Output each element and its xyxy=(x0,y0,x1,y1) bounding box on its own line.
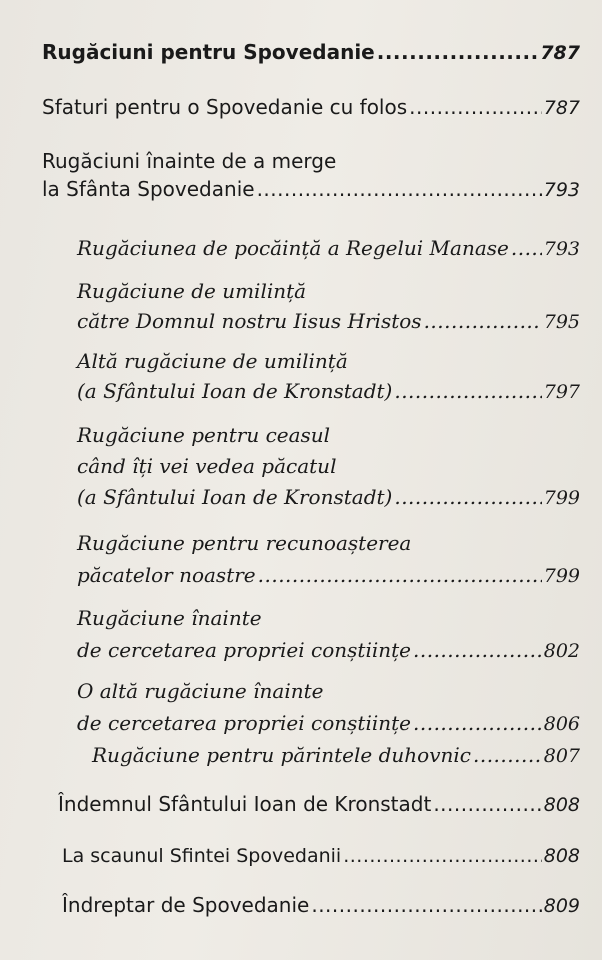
leader-dots xyxy=(394,482,541,513)
page-number: 808 xyxy=(543,845,580,867)
leader-dots xyxy=(413,707,542,739)
toc-entry-title-line: Rugăciune pentru recunoașterea xyxy=(77,531,412,555)
toc-entry-title: La scaunul Sfintei Spovedanii xyxy=(62,845,342,867)
toc-entry-title-line: O altă rugăciune înainte xyxy=(77,679,324,703)
toc-entry-heading xyxy=(42,40,580,64)
toc-entry xyxy=(58,792,580,816)
leader-dots xyxy=(409,95,542,119)
page-number: 808 xyxy=(543,794,580,816)
toc-entry-title-line: Rugăciuni înainte de a merge xyxy=(42,149,337,173)
toc-entry-title-line: Rugăciune de umilință xyxy=(77,279,307,303)
toc-entry-title-line: Rugăciune înainte xyxy=(77,606,262,630)
toc-entry-title: (a Sfântului Ioan de Kronstadt) xyxy=(77,379,393,403)
leader-dots xyxy=(424,306,542,336)
leader-dots xyxy=(511,236,542,260)
leader-dots xyxy=(394,376,541,406)
page-number: 793 xyxy=(543,179,580,201)
toc-entry-title: (a Sfântului Ioan de Kronstadt) xyxy=(77,485,393,509)
leader-dots xyxy=(377,40,539,64)
toc-entry-title: de cercetarea propriei conștiințe xyxy=(77,711,411,735)
toc-subentry xyxy=(92,743,580,767)
toc-subentry xyxy=(77,527,580,591)
toc-entry xyxy=(62,893,580,917)
page-number: 795 xyxy=(543,311,580,333)
toc-entry xyxy=(62,844,580,868)
page-number: 787 xyxy=(540,42,580,64)
toc-entry-title: Rugăciuni pentru Spovedanie xyxy=(42,40,375,64)
toc-subentry xyxy=(77,675,580,739)
leader-dots xyxy=(311,893,541,917)
page-number: 802 xyxy=(543,640,580,662)
leader-dots xyxy=(433,792,541,816)
page-number: 806 xyxy=(543,713,580,735)
toc-entry-title: Rugăciunea de pocăință a Regelui Manase xyxy=(77,236,509,260)
toc-subentry xyxy=(77,276,580,336)
toc-entry-title: de cercetarea propriei conștiințe xyxy=(77,638,411,662)
leader-dots xyxy=(257,175,542,203)
toc-subentry xyxy=(77,236,580,260)
leader-dots xyxy=(473,743,542,767)
leader-dots xyxy=(343,844,542,868)
toc-entry-title: Sfaturi pentru o Spovedanie cu folos xyxy=(42,95,408,119)
toc-entry-title-line: când îți vei vedea păcatul xyxy=(77,454,337,478)
toc-entry-title-line: Altă rugăciune de umilință xyxy=(77,349,348,373)
toc-entry-title: către Domnul nostru Iisus Hristos xyxy=(77,309,422,333)
page-number: 809 xyxy=(543,895,580,917)
leader-dots xyxy=(258,559,542,591)
leader-dots xyxy=(413,634,542,666)
page-number: 787 xyxy=(543,97,580,119)
page-number: 807 xyxy=(543,745,580,767)
toc-subentry xyxy=(77,602,580,666)
toc-entry-title: Îndemnul Sfântului Ioan de Kronstadt xyxy=(58,792,432,816)
page-number: 799 xyxy=(543,487,580,509)
toc-entry-title-line: Rugăciune pentru ceasul xyxy=(77,423,331,447)
toc-entry xyxy=(42,147,580,203)
page-number: 793 xyxy=(543,238,580,260)
toc-entry-title: la Sfânta Spovedanie xyxy=(42,177,255,201)
toc-entry xyxy=(42,95,580,119)
toc-entry-title: Îndreptar de Spovedanie xyxy=(62,893,310,917)
toc-subentry xyxy=(77,420,580,513)
toc-entry-title: Rugăciune pentru părintele duhovnic xyxy=(92,743,471,767)
toc-subentry xyxy=(77,346,580,406)
page-number: 797 xyxy=(543,381,580,403)
page-number: 799 xyxy=(543,565,580,587)
toc-entry-title: păcatelor noastre xyxy=(77,563,256,587)
